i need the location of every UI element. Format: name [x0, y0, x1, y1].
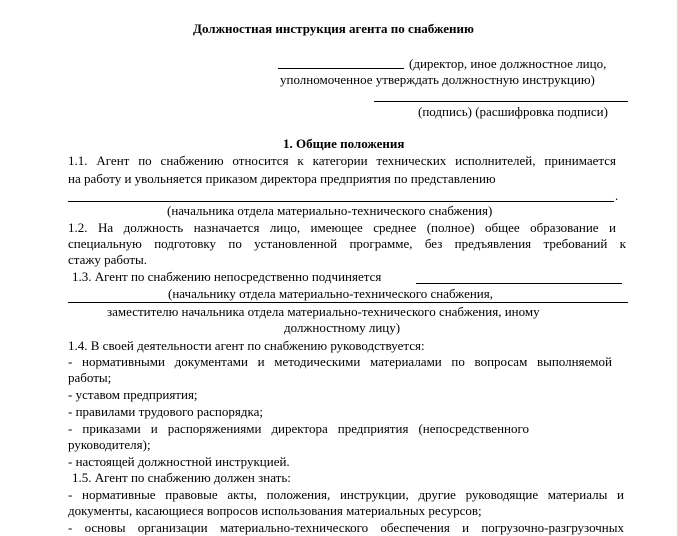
signature-line	[374, 101, 628, 102]
director-signature-line	[278, 68, 404, 69]
text-line: специальную подготовку по установленной программе, без предъявления требований к	[68, 236, 626, 251]
text-line: должностному лицу)	[284, 320, 401, 335]
text-line: заместителю начальника отдела материально-технического снабжения, иному	[107, 304, 540, 319]
blank-fill-line	[416, 283, 622, 284]
text-line: (начальника отдела материально-технического снабжения)	[167, 203, 493, 218]
text-line: 1.3. Агент по снабжению непосредственно подчиняется	[72, 269, 382, 284]
text-line: на работу и увольняется приказом директора предприятия по представлению	[68, 171, 496, 186]
text-line: .	[615, 188, 619, 203]
text-line: - правилами трудового распорядка;	[68, 404, 263, 419]
approval-line-3: (подпись) (расшифровка подписи)	[418, 104, 608, 119]
text-line: - нормативными документами и методическими материалами по вопросам выполняемой	[68, 354, 612, 369]
text-line: работы;	[68, 370, 112, 385]
approval-line-2: уполномоченное утверждать должностную инструкцию)	[280, 72, 595, 87]
blank-fill-line	[68, 201, 614, 202]
text-line: 1.4. В своей деятельности агент по снабжению руководствуется:	[68, 338, 425, 353]
text-line: 1.1. Агент по снабжению относится к категории технических исполнителей, принимается	[68, 153, 616, 168]
section-heading: 1. Общие положения	[283, 136, 405, 151]
document-title: Должностная инструкция агента по снабжению	[193, 21, 474, 36]
text-line: - уставом предприятия;	[68, 387, 198, 402]
text-line: (начальнику отдела материально-технического снабжения,	[168, 286, 493, 301]
text-line: - нормативные правовые акты, положения, инструкции, другие руководящие материалы и	[68, 487, 624, 502]
text-line: - приказами и распоряжениями директора предприятия (непосредственного	[68, 421, 529, 436]
text-line: 1.2. На должность назначается лицо, имеющее среднее (полное) общее образование и	[68, 220, 616, 235]
text-line: - основы организации материально-технического обеспечения и погрузочно-разгрузочных	[68, 520, 624, 535]
text-line: документы, касающиеся вопросов использования материальных ресурсов;	[68, 503, 482, 518]
text-line: - настоящей должностной инструкцией.	[68, 454, 290, 469]
text-line: 1.5. Агент по снабжению должен знать:	[72, 470, 291, 485]
blank-fill-line	[68, 302, 628, 303]
text-line: стажу работы.	[68, 252, 147, 267]
text-line: руководителя);	[68, 437, 151, 452]
approval-line-1: (директор, иное должностное лицо,	[409, 56, 607, 71]
